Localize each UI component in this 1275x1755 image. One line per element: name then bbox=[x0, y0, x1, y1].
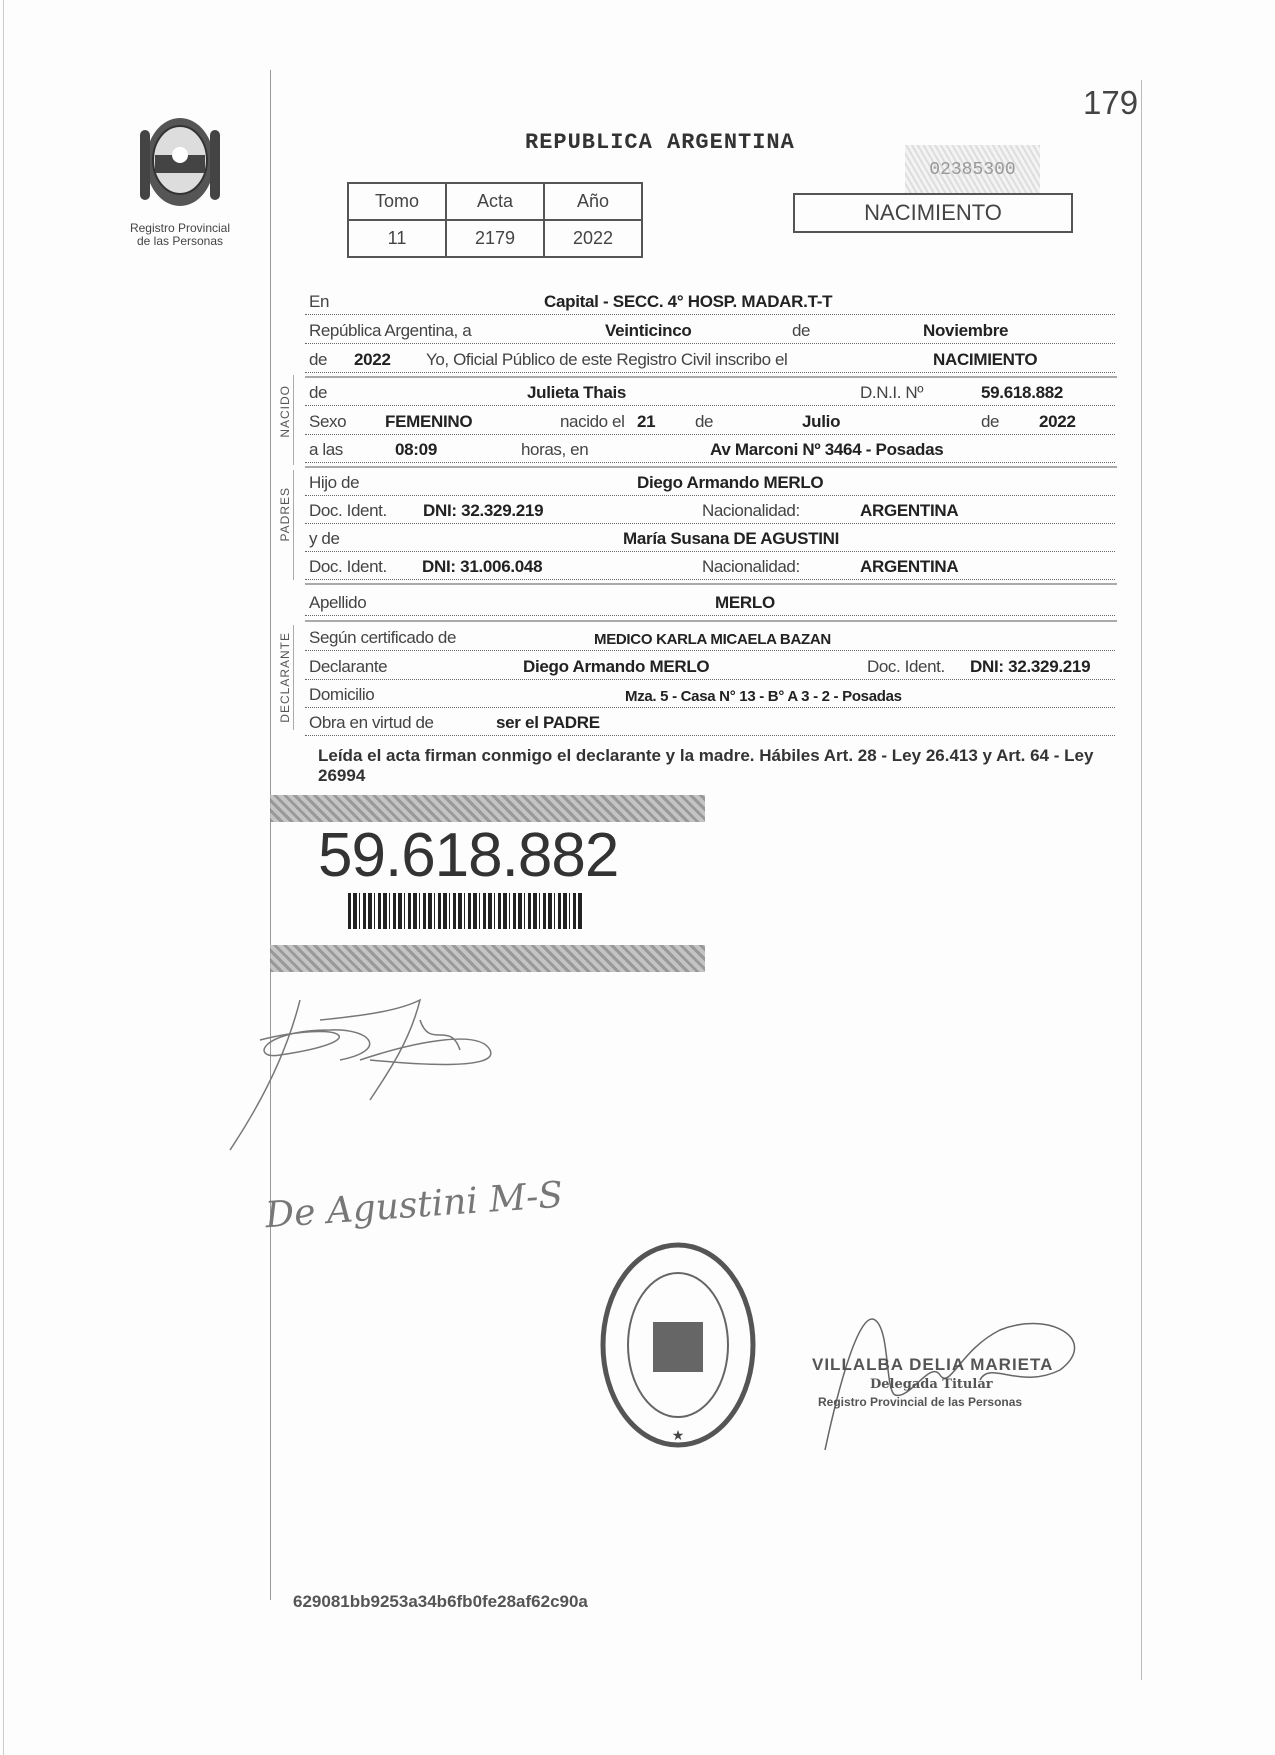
label-de: de bbox=[981, 412, 1000, 431]
section-label-padres: PADRES bbox=[278, 487, 292, 542]
label-dni: D.N.I. Nº bbox=[860, 383, 924, 402]
record-type: NACIMIENTO bbox=[864, 200, 1002, 225]
value-sexo: FEMENINO bbox=[385, 412, 473, 431]
nacido-divider bbox=[293, 375, 294, 465]
label-obra: Obra en virtud de bbox=[309, 713, 434, 732]
row-certificate bbox=[305, 624, 1115, 651]
left-margin-line bbox=[270, 70, 271, 1600]
barcode-number: 59.618.882 bbox=[318, 821, 619, 890]
row-year bbox=[305, 346, 1115, 373]
mother-signature: De Agustini M-S bbox=[263, 1174, 565, 1237]
header-ano: Año bbox=[544, 183, 642, 220]
barcode-icon bbox=[348, 893, 584, 929]
label-doc: Doc. Ident. bbox=[867, 657, 945, 676]
separator bbox=[305, 466, 1117, 468]
security-number: 02385300 bbox=[929, 160, 1016, 180]
value-record: NACIMIENTO bbox=[933, 350, 1038, 369]
right-margin-line bbox=[1141, 80, 1142, 1680]
value-name: Julieta Thais bbox=[527, 383, 627, 402]
header-acta: Acta bbox=[446, 183, 544, 220]
page-number: 179 bbox=[1083, 84, 1139, 121]
official-title: Delegada Titular bbox=[870, 1377, 993, 1392]
value-cert: MEDICO KARLA MICAELA BAZAN bbox=[594, 631, 831, 648]
closing-text: Leída el acta firman conmigo el declarante y la madre. Hábiles Art. 28 - Ley 26.413 y Art. 64 - Ley 26994 bbox=[318, 746, 1094, 785]
value-dni: 59.618.882 bbox=[981, 383, 1064, 402]
official-name: VILLALBA DELIA MARIETA bbox=[812, 1355, 1054, 1374]
value-father-doc: DNI: 32.329.219 bbox=[423, 501, 544, 520]
label-nacionalidad: Nacionalidad: bbox=[702, 557, 800, 576]
value-acta: 2179 bbox=[446, 220, 544, 257]
section-label-nacido: NACIDO bbox=[278, 385, 292, 438]
label-declarante: Declarante bbox=[309, 657, 388, 676]
label-sexo: Sexo bbox=[309, 412, 347, 431]
row-declarante bbox=[305, 653, 1115, 680]
row-time-place bbox=[305, 436, 1115, 463]
separator bbox=[305, 583, 1117, 585]
separator bbox=[305, 376, 1117, 378]
official-seal bbox=[598, 1240, 758, 1450]
label-de: de bbox=[695, 412, 714, 431]
label-apellido: Apellido bbox=[309, 593, 367, 612]
logo-caption-line1: Registro Provincial bbox=[129, 221, 231, 235]
value-declarante-doc: DNI: 32.329.219 bbox=[970, 657, 1091, 676]
row-date bbox=[305, 317, 1115, 344]
value-declarante: Diego Armando MERLO bbox=[523, 657, 710, 676]
header-tomo: Tomo bbox=[348, 183, 446, 220]
label-doc: Doc. Ident. bbox=[309, 501, 387, 520]
security-stamp bbox=[905, 145, 1040, 195]
label-official-text: Yo, Oficial Público de este Registro Civil inscribo el bbox=[426, 350, 788, 369]
official-signature bbox=[820, 1300, 1100, 1450]
logo-caption-line2: de las Personas bbox=[136, 234, 224, 248]
row-apellido bbox=[305, 589, 1115, 616]
value-birth-day: 21 bbox=[637, 412, 656, 431]
row-mother bbox=[305, 525, 1115, 552]
row-place bbox=[305, 288, 1115, 315]
father-signature bbox=[220, 980, 540, 1160]
value-place: Capital - SECC. 4° HOSP. MADAR.T-T bbox=[544, 292, 833, 311]
document-title: REPUBLICA ARGENTINA bbox=[525, 130, 795, 155]
row-obra bbox=[305, 709, 1115, 736]
label-alas: a las bbox=[309, 440, 343, 459]
page-edge-line bbox=[3, 0, 4, 1755]
label-hijo: Hijo de bbox=[309, 473, 360, 492]
label-republica: República Argentina, a bbox=[309, 321, 472, 340]
value-father-nat: ARGENTINA bbox=[860, 501, 959, 520]
value-ano: 2022 bbox=[544, 220, 642, 257]
label-domicilio: Domicilio bbox=[309, 685, 375, 704]
record-type-box bbox=[793, 193, 1073, 233]
value-hour: 08:09 bbox=[395, 440, 437, 459]
row-father bbox=[305, 469, 1115, 496]
row-name bbox=[305, 379, 1115, 406]
row-mother-doc bbox=[305, 553, 1115, 580]
svg-text:★: ★ bbox=[671, 1427, 685, 1443]
label-nacionalidad: Nacionalidad: bbox=[702, 501, 800, 520]
label-de: de bbox=[309, 383, 328, 402]
padres-divider bbox=[293, 470, 294, 580]
value-mother-nat: ARGENTINA bbox=[860, 557, 959, 576]
value-father: Diego Armando MERLO bbox=[637, 473, 824, 492]
barcode-band-bottom bbox=[270, 945, 705, 972]
value-mother-doc: DNI: 31.006.048 bbox=[422, 557, 543, 576]
value-year: 2022 bbox=[354, 350, 391, 369]
row-father-doc bbox=[305, 497, 1115, 524]
misiones-logo bbox=[130, 110, 230, 215]
value-obra: ser el PADRE bbox=[496, 713, 600, 732]
official-org: Registro Provincial de las Personas bbox=[818, 1395, 1023, 1409]
value-domicilio: Mza. 5 - Casa N° 13 - B° A 3 - 2 - Posadas bbox=[625, 688, 902, 705]
row-sex-birth bbox=[305, 408, 1115, 435]
barcode-band-top bbox=[270, 795, 705, 822]
declarante-divider bbox=[293, 625, 294, 730]
document-hash: 629081bb9253a34b6fb0fe28af62c90a bbox=[293, 1592, 588, 1611]
value-mother: María Susana DE AGUSTINI bbox=[623, 529, 840, 548]
row-domicilio bbox=[305, 681, 1115, 708]
value-apellido: MERLO bbox=[715, 593, 775, 612]
value-birth-year: 2022 bbox=[1039, 412, 1076, 431]
separator bbox=[305, 620, 1117, 622]
label-cert: Según certificado de bbox=[309, 628, 456, 647]
value-birth-month: Julio bbox=[802, 412, 841, 431]
label-horas: horas, en bbox=[521, 440, 589, 459]
value-month: Noviembre bbox=[923, 321, 1009, 340]
logo-caption bbox=[110, 222, 250, 248]
label-yde: y de bbox=[309, 529, 340, 548]
value-tomo: 11 bbox=[348, 220, 446, 257]
section-label-declarante: DECLARANTE bbox=[278, 632, 292, 723]
label-nacido: nacido el bbox=[560, 412, 625, 431]
label-de: de bbox=[792, 321, 811, 340]
label-doc: Doc. Ident. bbox=[309, 557, 387, 576]
value-birth-place: Av Marconi Nº 3464 - Posadas bbox=[710, 440, 944, 459]
label-de: de bbox=[309, 350, 328, 369]
book-table bbox=[347, 182, 643, 258]
value-day: Veinticinco bbox=[605, 321, 692, 340]
label-en: En bbox=[309, 292, 329, 311]
